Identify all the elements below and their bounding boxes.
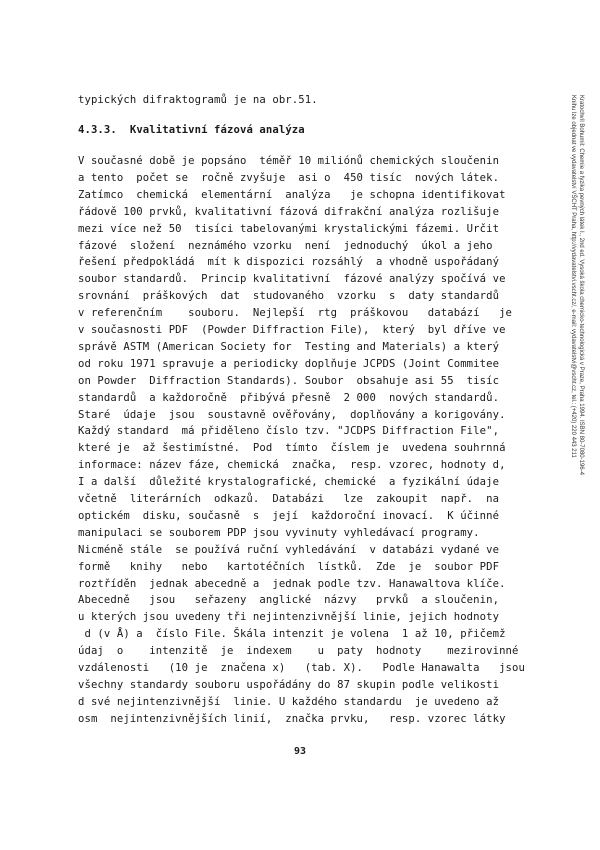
paragraph-line: všechny standardy souboru uspořádány do 87 skupin podle velikosti [78, 678, 500, 691]
paragraph-line: d (v Å) a číslo File. Škála intenzit je volena 1 až 10, přičemž [78, 628, 506, 641]
paragraph-line: standardů a každoročně přibývá přesně 2 000 nových standardů. [78, 391, 500, 404]
paragraph-line: mezi více než 50 tisíci tabelovanými krystalickými fázemi. Určit [78, 222, 500, 235]
paragraph-line: Staré údaje jsou soustavně ověřovány, doplňovány a korigovány. [78, 408, 506, 421]
paragraph-line: fázové složení neznámého vzorku není jednoduchý úkol a jeho [78, 239, 493, 252]
paragraph-line: manipulaci se souborem PDP jsou vyvinuty vyhledávací programy. [78, 526, 480, 539]
paragraph-line: on Powder Diffraction Standards). Soubor obsahuje asi 55 tisíc [78, 374, 500, 387]
paragraph-line: soubor standardů. Princip kvalitativní fázové analýzy spočívá ve [78, 273, 506, 286]
paragraph-line: které je až šestimístné. Pod tímto číslem je uvedena souhrnná [78, 442, 506, 455]
paragraph-line: Nicméně stále se používá ruční vyhledávání v databázi vydané ve [78, 543, 500, 556]
paragraph-line: V současné době je popsáno téměř 10 miliónů chemických sloučenin [78, 155, 500, 167]
section-heading [78, 123, 305, 137]
paragraph-line: v referenčním souboru. Nejlepší rtg práškovou databází je [78, 307, 513, 320]
paragraph-line: srovnání práškových dat studovaného vzorku s daty standardů [78, 290, 500, 303]
paragraph-line: Abecedně jsou seřazeny anglické názvy prvků a sloučenin, [78, 594, 500, 607]
paragraph-line: řádově 100 prvků, kvalitativní fázová difrakční analýza rozlišuje [78, 205, 500, 218]
intro-line: typických difraktogramů je na obr.51. [78, 94, 318, 106]
paragraph-line: údaj o intenzitě je indexem u paty hodnoty mezirovinné [78, 645, 519, 658]
sidebar-line: Kratochvíl Bohumil: Chemie a fyzika pevných látek I., 2nd ed. Vysoká škola chemicko-technologická v Praze, Praha 1994. ISBN 80-7080-196-4 [578, 95, 584, 475]
paragraph-line: v současnosti PDF (Powder Diffraction File), který byl dříve ve [78, 324, 506, 336]
paragraph-line: optickém disku, současně s její každoroční inovací. K účinné [78, 509, 500, 522]
section-title: Kvalitativní fázová analýza [129, 124, 305, 136]
paragraph-line: včetně literárních odkazů. Databázi lze zakoupit např. na [78, 493, 500, 505]
paragraph-line: u kterých jsou uvedeny tři nejintenzivnější linie, jejich hodnoty [78, 611, 500, 624]
section-number: 4.3.3. [78, 124, 117, 136]
paragraph-line: vzdálenosti (10 je značena x) (tab. X). Podle Hanawalta jsou [78, 662, 525, 674]
page-number: 93 [293, 746, 307, 757]
paragraph-line: d své nejintenzivnější linie. U každého standardu je uvedeno až [78, 695, 500, 708]
sidebar-citation [569, 95, 585, 475]
paragraph-line: osm nejintenzivnějších linií, značka prvku, resp. vzorec látky [78, 712, 506, 725]
paragraph-line: roztříděn jednak abecedně a jednak podle tzv. Hanawaltova klíče. [78, 577, 506, 590]
paragraph-line: formě knihy nebo kartotéčních lístků. Zde je soubor PDF [78, 560, 500, 573]
paragraph-line: od roku 1971 spravuje a periodicky doplňuje JCPDS (Joint Commitee [78, 357, 500, 370]
paragraph-line: řešení předpokládá mít k dispozici rozsáhlý a vhodně uspořádaný [78, 256, 500, 269]
paragraph-line: Zatímco chemická elementární analýza je schopna identifikovat [78, 188, 506, 201]
paragraph-line: a tento počet se ročně zvyšuje asi o 450 tisíc nových látek. [78, 171, 500, 184]
sidebar-line: Knihu lze objednat ve vydavatelství VŠCHT Praha, http://vydavatelstvi.vscht.cz/, e-mail: vydavatelstvi@vscht.cz, tel.: (+420) 220 443 211 [570, 95, 576, 458]
paragraph-line: správě ASTM (American Society for Testing and Materials) a který [78, 340, 500, 353]
paragraph-line: I a další důležité krystalografické, chemické a fyzikální údaje [78, 476, 500, 489]
paragraph-line: informace: název fáze, chemická značka, resp. vzorec, hodnoty d, [78, 459, 506, 472]
paragraph-line: Každý standard má přiděleno číslo tzv. "JCDPS Diffraction File", [78, 425, 500, 438]
